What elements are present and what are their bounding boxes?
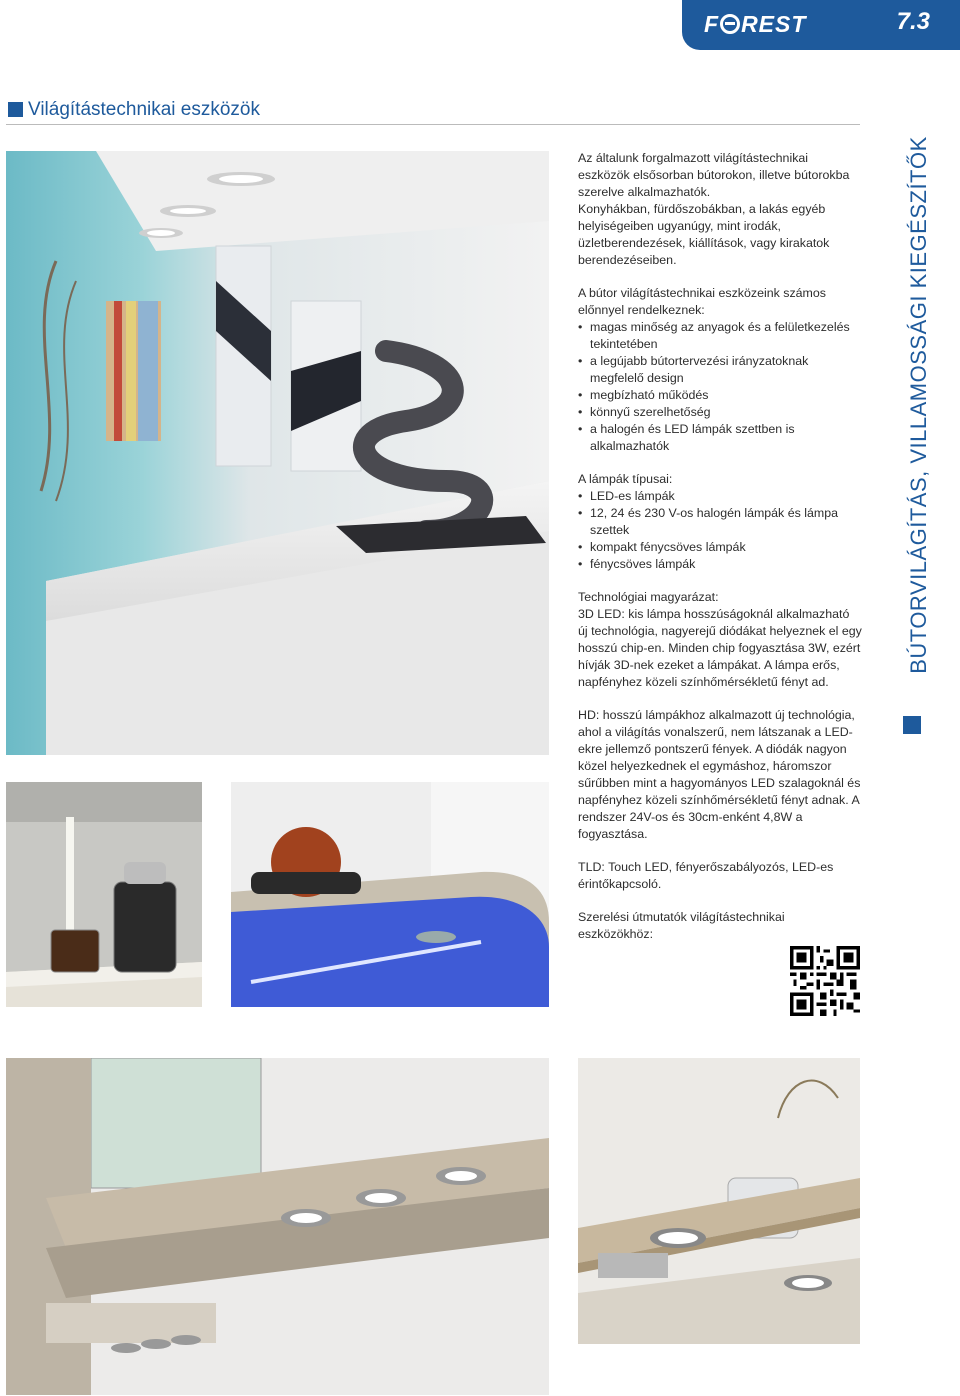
intro-paragraph-1: Az általunk forgalmazott világítástechnikai eszközök elsősorban bútorokon, illetve bútorokba szerelve alkalmazhatók. Konyhákban, fürdőszobákban, a lakás egyéb helyiségeiben ugyanúgy, mint irodák, üzletberendezések, kiállítások, vagy kirakatok berendezéseiben. — [578, 151, 850, 267]
tech-hd: HD: hosszú lámpákhoz alkalmazott új technológia, ahol a világítás vonalszerű, nem látszanak a LED-ekre jellemző pontszerű fények. A diódák nagyon közel helyezkednek el egymáshoz, háromszor sűrűbben mint a hagyományos LED szalagoknál és napfényhez közeli színhőmérsékletű fényt adnak. A rendszer 24V-os és 30cm-enként 4,8W a fogyasztása. — [578, 708, 861, 841]
header-badge — [682, 0, 960, 50]
list-item: • kompakt fénycsöves lámpák — [578, 539, 862, 556]
list-item: • fénycsöves lámpák — [578, 556, 862, 573]
install-guides-link[interactable]: Szerelési útmutatók világítástechnikai eszközökhöz: — [578, 910, 785, 941]
tech-3d-led: 3D LED: kis lámpa hosszúságoknál alkalmazható új technológia, nagyerejű diódákat helyeznek el egy hosszú chip-en. Minden chip fogyasztása 3W, ezért hívják 3D-nek ezeket a lámpákat. A lámpa erős, napfényhez közeli színhőmérsékletű fényt ad. — [578, 607, 862, 689]
section-title-row — [6, 98, 860, 125]
tech-heading: Technológiai magyarázat: — [578, 590, 719, 604]
under-cabinet-lights-photo — [6, 1058, 549, 1395]
list-item: • LED-es lámpák — [578, 488, 862, 505]
list-item: • megbízható működés — [578, 387, 862, 404]
tech-tld: TLD: Touch LED, fényerőszabályozós, LED-es érintőkapcsoló. — [578, 860, 834, 891]
shelf-photo — [6, 151, 549, 755]
list-item: • a halogén és LED lámpák szettben is alkalmazhatók — [578, 421, 862, 455]
types-heading: A lámpák típusai: — [578, 472, 673, 486]
list-item: • 12, 24 és 230 V-os halogén lámpák és lámpa szettek — [578, 505, 862, 539]
advantages-heading: A bútor világítástechnikai eszközeink számos előnnyel rendelkeznek: — [578, 286, 826, 317]
brand-logo: F REST — [704, 11, 807, 37]
list-item: • magas minőség az anyagok és a felületkezelés tekintetében — [578, 319, 862, 353]
glass-shelf-photo — [6, 782, 202, 1007]
text-column — [578, 150, 862, 959]
wall-shelf-photo — [578, 1058, 860, 1344]
side-square-icon — [903, 716, 921, 734]
list-item: • könnyű szerelhetőség — [578, 404, 862, 421]
side-label — [903, 100, 935, 710]
curved-shelf-photo — [231, 782, 549, 1007]
advantages-list — [578, 319, 862, 455]
types-list — [578, 488, 862, 573]
list-item: • a legújabb bútortervezési irányzatoknak megfelelő design — [578, 353, 862, 387]
title-square-icon — [8, 102, 23, 117]
side-label-text: BÚTORVILÁGÍTÁS, VILLAMOSSÁGI KIEGÉSZÍTŐK — [906, 136, 931, 674]
page-number: 7.3 — [896, 8, 930, 35]
qr-code-icon[interactable] — [790, 946, 860, 1016]
page-title: Világítástechnikai eszközök — [28, 99, 260, 120]
